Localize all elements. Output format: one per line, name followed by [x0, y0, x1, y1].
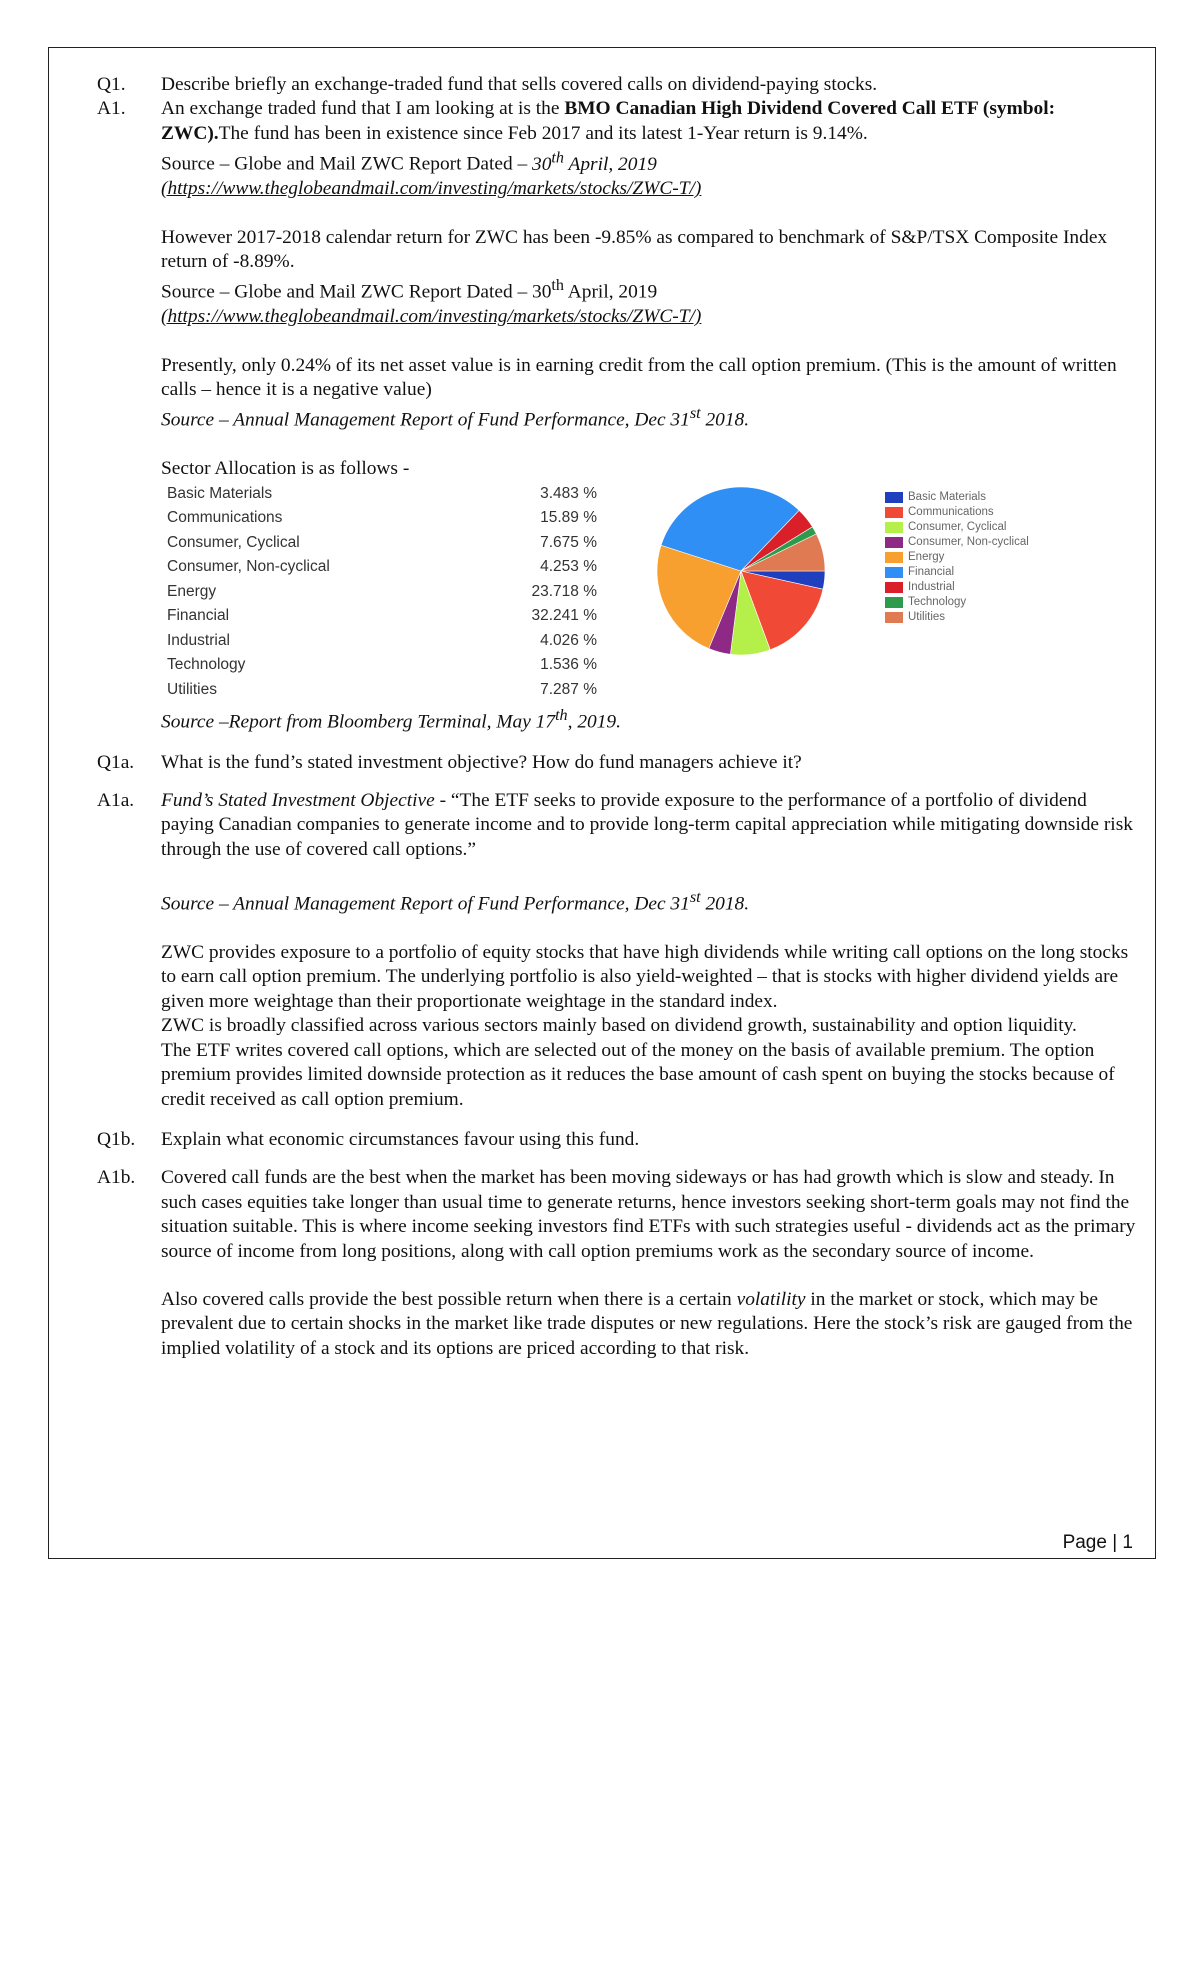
objective-text: - “The ETF seeks to provide exposure to the performance of a portfolio of dividend paying Canadian companies to generate income and to provide long-term capital appreciation while mitigating downside risk through the use of covered call options.” — [161, 789, 1133, 860]
legend-label: Industrial — [908, 580, 955, 593]
source-1-link[interactable]: (https://www.theglobeandmail.com/investing/markets/stocks/ZWC-T/) — [161, 178, 702, 200]
legend-swatch — [885, 582, 903, 593]
classification-paragraph: ZWC is broadly classified across various sectors mainly based on dividend growth, sustainability and option liquidity. — [161, 1015, 1077, 1037]
legend-label: Consumer, Cyclical — [908, 520, 1007, 533]
sector-legend — [885, 490, 1029, 625]
sector-value: 4.253 % — [540, 558, 597, 576]
legend-label: Energy — [908, 550, 945, 563]
sector-row — [167, 604, 597, 629]
sector-value: 7.675 % — [540, 533, 597, 551]
source-2-link[interactable]: (https://www.theglobeandmail.com/investing/markets/stocks/ZWC-T/) — [161, 306, 702, 328]
economic-circumstances-paragraph: Covered call funds are the best when the market has been moving sideways or has had growth which is slow and steady. In such cases equities take longer than usual time to generate returns, hence investors seeking short-term goals may not find the situation suitable. This is where income seeking investors find ETFs with such strategies useful - dividends act as the primary source of income from long positions, along with call option premiums work as the secondary source of income. — [161, 1167, 1136, 1262]
sector-value: 4.026 % — [540, 631, 597, 649]
question-1b-text: Explain what economic circumstances favour using this fund. — [161, 1128, 640, 1150]
answer-1b — [97, 1166, 1137, 1264]
question-1b-label: Q1b. — [97, 1128, 136, 1150]
legend-entry — [885, 535, 1029, 550]
legend-swatch — [885, 597, 903, 608]
answer-1-label: A1. — [97, 98, 126, 120]
legend-label: Financial — [908, 565, 955, 578]
answer-1a-label: A1a. — [97, 789, 135, 811]
document-body — [97, 73, 1137, 1361]
page-frame — [48, 47, 1156, 1559]
objective-label: Fund’s Stated Investment Objective — [161, 789, 435, 811]
legend-swatch — [885, 492, 903, 503]
sector-row — [167, 531, 597, 556]
source-3: Source – Annual Management Report of Fund Performance, Dec 31st 2018. — [161, 405, 750, 431]
sector-name: Utilities — [167, 680, 217, 698]
sector-row — [167, 506, 597, 531]
question-1 — [97, 73, 1137, 97]
sector-row — [167, 580, 597, 605]
sector-pie-chart — [655, 485, 827, 657]
sector-name: Consumer, Cyclical — [167, 533, 300, 551]
objective-paragraph — [161, 789, 1137, 862]
source-5: Source – Annual Management Report of Fund Performance, Dec 31st 2018. — [161, 889, 750, 915]
legend-swatch — [885, 612, 903, 623]
legend-swatch — [885, 507, 903, 518]
legend-swatch — [885, 567, 903, 578]
answer-1-text — [161, 97, 1137, 201]
question-1b — [97, 1128, 1137, 1152]
legend-entry — [885, 595, 1029, 610]
question-1-label: Q1. — [97, 74, 126, 95]
question-1a — [97, 751, 1137, 775]
sector-value: 7.287 % — [540, 680, 597, 698]
sector-value: 32.241 % — [531, 607, 597, 625]
answer-1b-label: A1b. — [97, 1167, 136, 1189]
legend-label: Utilities — [908, 610, 946, 623]
legend-entry — [885, 565, 1029, 580]
covered-call-paragraph: The ETF writes covered call options, which are selected out of the money on the basis of available premium. The option premium provides limited downside protection as it reduces the base amount of cash spent on buying the stocks because of credit received as call option premium. — [161, 1039, 1115, 1110]
sector-allocation-heading: Sector Allocation is as follows - — [161, 458, 410, 480]
legend-label: Communications — [908, 505, 994, 518]
answer-1a — [97, 789, 1137, 862]
sector-value: 23.718 % — [531, 582, 597, 600]
sector-name: Consumer, Non-cyclical — [167, 558, 330, 576]
legend-label: Technology — [908, 595, 967, 608]
sector-value: 1.536 % — [540, 656, 597, 674]
legend-swatch — [885, 537, 903, 548]
legend-label: Basic Materials — [908, 490, 986, 503]
sector-value: 15.89 % — [540, 509, 597, 527]
answer-1-intro: An exchange traded fund that I am looking at is the — [161, 98, 565, 120]
page-number: Page | 1 — [1062, 1532, 1133, 1553]
question-1a-label: Q1a. — [97, 751, 135, 773]
answer-1-intro-rest: The fund has been in existence since Feb 2017 and its latest 1-Year return is 9.14%. — [218, 122, 868, 144]
question-1a-text: What is the fund’s stated investment objective? How do fund managers achieve it? — [161, 751, 802, 773]
sector-name: Communications — [167, 509, 283, 527]
return-comparison-paragraph: However 2017-2018 calendar return for ZWC has been -9.85% as compared to benchmark of S&P/TSX Composite Index return of -8.89%. — [161, 226, 1108, 272]
legend-swatch — [885, 552, 903, 563]
sector-name: Basic Materials — [167, 484, 273, 502]
sector-allocation-chart — [161, 482, 1137, 704]
sector-row — [167, 629, 597, 654]
volatility-paragraph: Also covered calls provide the best possible return when there is a certain volatility in the market or stock, which may be prevalent due to certain shocks in the market like trade disputes or new regulations. Here the stock’s risk are gauged from the implied volatility of a stock and its options are priced according to that risk. — [161, 1288, 1133, 1359]
sector-allocation-table — [167, 482, 597, 703]
legend-label: Consumer, Non-cyclical — [908, 535, 1029, 548]
source-4: Source –Report from Bloomberg Terminal, May 17th, 2019. — [161, 706, 621, 733]
sector-value: 3.483 % — [540, 484, 597, 502]
sector-row — [167, 555, 597, 580]
exposure-paragraph: ZWC provides exposure to a portfolio of equity stocks that have high dividends while writing call options on the long stocks to earn call option premium. The underlying portfolio is also yield-weighted – that is stocks with higher dividend yields are given more weightage than their proportionate weightage in the standard index. — [161, 942, 1129, 1012]
source-2: Source – Globe and Mail ZWC Report Dated – 30th April, 2019 — [161, 277, 658, 303]
sector-name: Technology — [167, 656, 246, 674]
question-1-text: Describe briefly an exchange-traded fund that sells covered calls on dividend-paying stocks. — [161, 74, 878, 95]
sector-name: Energy — [167, 582, 217, 600]
call-premium-paragraph: Presently, only 0.24% of its net asset value is in earning credit from the call option premium. (This is the amount of written calls – hence it is a negative value) — [161, 354, 1117, 400]
sector-row — [167, 678, 597, 703]
source-1: Source – Globe and Mail ZWC Report Dated – 30th April, 2019 — [161, 149, 657, 175]
fund-name: BMO Canadian High Dividend Covered Call ETF (symbol: ZWC). — [161, 98, 1056, 144]
sector-name: Industrial — [167, 631, 230, 649]
sector-row — [167, 653, 597, 678]
legend-swatch — [885, 522, 903, 533]
volatility-emphasis: volatility — [736, 1288, 806, 1310]
sector-name: Financial — [167, 607, 230, 625]
answer-1 — [97, 97, 1137, 201]
sector-row — [167, 482, 597, 507]
